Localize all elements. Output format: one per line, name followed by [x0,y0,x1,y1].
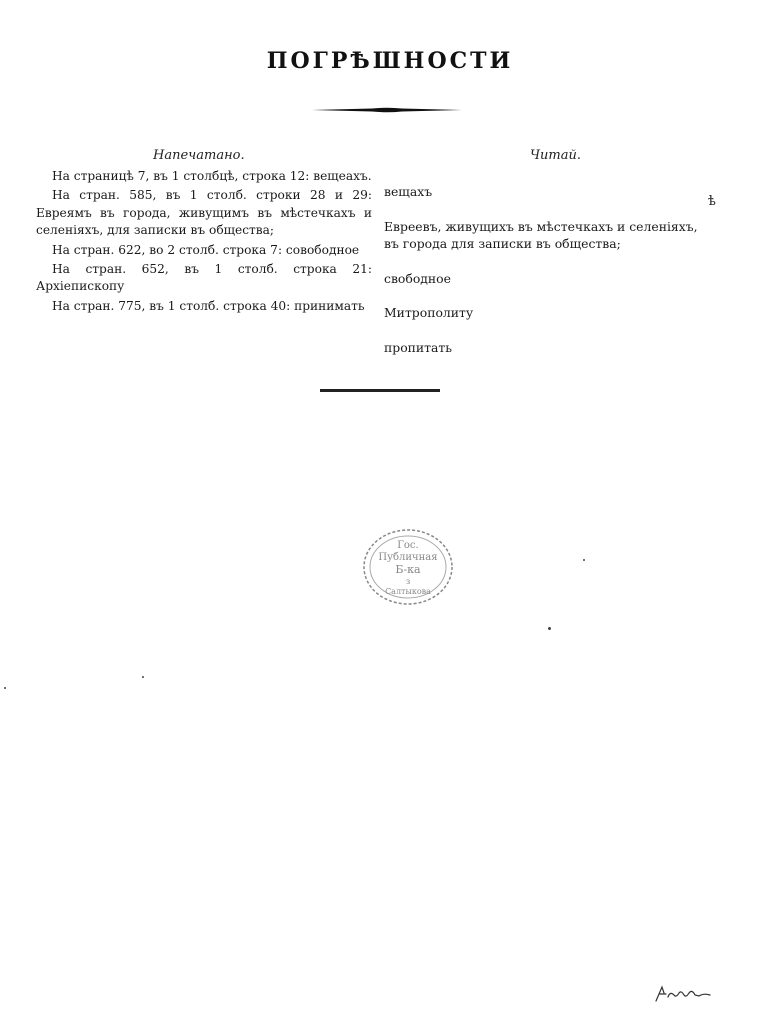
errata-entry-4 [36,261,372,296]
column-heading-printed: Напечатано. [153,148,245,163]
library-stamp [362,528,454,606]
correction-2-line2: въ города для записки въ общества; [384,236,621,251]
paper-speck [142,676,144,678]
handwritten-signature [652,983,714,1005]
errata-entry-5 [36,298,372,315]
closing-rule [320,389,440,392]
printed-text: На стран. 622, во 2 столб. строка 7: совободное [52,242,360,257]
stamp-line-3: Б-ка [395,563,421,576]
correction-5: пропитать [384,340,453,355]
printed-text: На стран. 775, въ 1 столб. строка 40: принимать [52,298,365,313]
printed-column [36,168,372,317]
marginal-mark: ѣ [708,194,716,209]
paper-speck [583,559,585,561]
stamp-line-5: Салтыкова [385,587,431,596]
errata-entry-2 [36,187,372,239]
correction-1: вещахъ [384,184,433,199]
paper-speck [548,627,551,630]
correction-3: свободное [384,271,451,286]
correction-4: Митрополиту [384,305,474,320]
errata-entry-1 [36,168,372,185]
printed-text: На стран. 585, въ 1 столб. строки 28 и 29: Евреямъ въ города, живущимъ въ мѣстечкахъ и селеніяхъ, для записки въ общества; [36,188,372,238]
paper-speck [4,687,6,689]
ornamental-rule-top [312,106,462,114]
stamp-line-2: Публичная [378,552,438,563]
stamp-line-4: з [405,577,411,586]
printed-text: На стран. 652, въ 1 столб. строка 21: Архіепископу [36,262,372,294]
correction-2: Евреевъ, живущихъ въ мѣстечкахъ и селеніяхъ, [384,219,698,234]
printed-text: На страницѣ 7, въ 1 столбцѣ, строка 12: вещеахъ. [52,169,372,183]
errata-entry-3 [36,242,372,259]
column-heading-read: Читай. [530,148,582,163]
stamp-line-1: Гос. [397,540,419,551]
page-title: ПОГРѢШНОСТИ [266,48,514,74]
